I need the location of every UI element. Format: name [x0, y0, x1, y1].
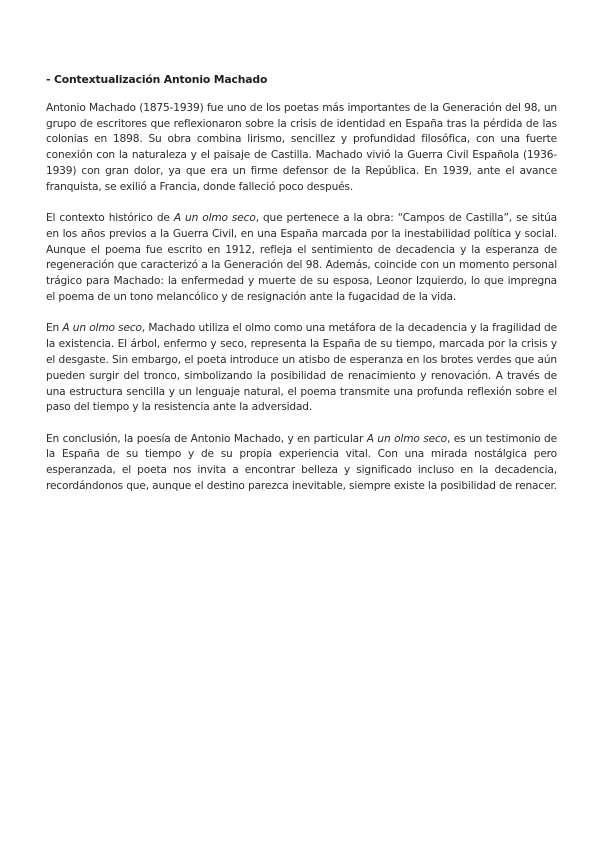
poem-title: A un olmo seco: [62, 322, 142, 335]
paragraph-text: , es un testimonio de la España de su tiempo y de su propia experiencia vital. Con una mirada nostálgica pero esperanzada, el poeta nos invita a encontrar belleza y significado incluso en la decadencia, recordándonos que, aunque el destino parezca inevitable, siempre existe la posibilidad de renacer.: [46, 432, 557, 493]
document-body: [46, 72, 557, 510]
paragraph-historical-context: [46, 211, 557, 306]
section-heading: - Contextualización Antonio Machado: [46, 73, 268, 86]
paragraph-conclusion: [46, 432, 557, 495]
poem-title: A un olmo seco: [366, 432, 447, 445]
paragraph-text: , que pertenece a la obra: “Campos de Castilla”, se sitúa en los años previos a la Guerra Civil, en una España marcada por la inestabilidad política y social. Aunque el poema fue escrito en 1912, refleja el sentimiento de decadencia y la esperanza de regeneración que caracterizó a la Generación del 98. Además, coincide con un momento personal trágico para Machado: la enfermedad y muerte de su esposa, Leonor Izquierdo, lo que impregna el poema de un tono melancólico y de resignación ante la fugacidad de la vida.: [46, 212, 557, 304]
paragraph-text: El contexto histórico de: [46, 212, 174, 225]
paragraph-analysis: [46, 321, 557, 416]
paragraph-text: , Machado utiliza el olmo como una metáfora de la decadencia y la fragilidad de la existencia. El árbol, enfermo y seco, representa la España de su tiempo, marcada por la crisis y el desgaste. Sin embargo, el poeta introduce un atisbo de esperanza en los brotes verdes que aún pueden surgir del tronco, simbolizando la posibilidad de renacimiento y renovación. A través de una estructura sencilla y un lenguaje natural, el poema transmite una profunda reflexión sobre el paso del tiempo y la resistencia ante la adversidad.: [46, 322, 557, 414]
paragraph-biography: Antonio Machado (1875-1939) fue uno de los poetas más importantes de la Generación del 98, un grupo de escritores que reflexionaron sobre la crisis de identidad en España tras la pérdida de las colonias en 1898. Su obra combina lirismo, sencillez y profundidad filosófica, con una fuerte conexión con la naturaleza y el paisaje de Castilla. Machado vivió la Guerra Civil Española (1936-1939) con gran dolor, ya que era un firme defensor de la República. En 1939, ante el avance franquista, se exilió a Francia, donde falleció poco después.: [46, 101, 557, 193]
paragraph-text: En: [46, 322, 63, 335]
poem-title: A un olmo seco: [173, 212, 256, 225]
paragraph-text: En conclusión, la poesía de Antonio Machado, y en particular: [46, 432, 367, 445]
